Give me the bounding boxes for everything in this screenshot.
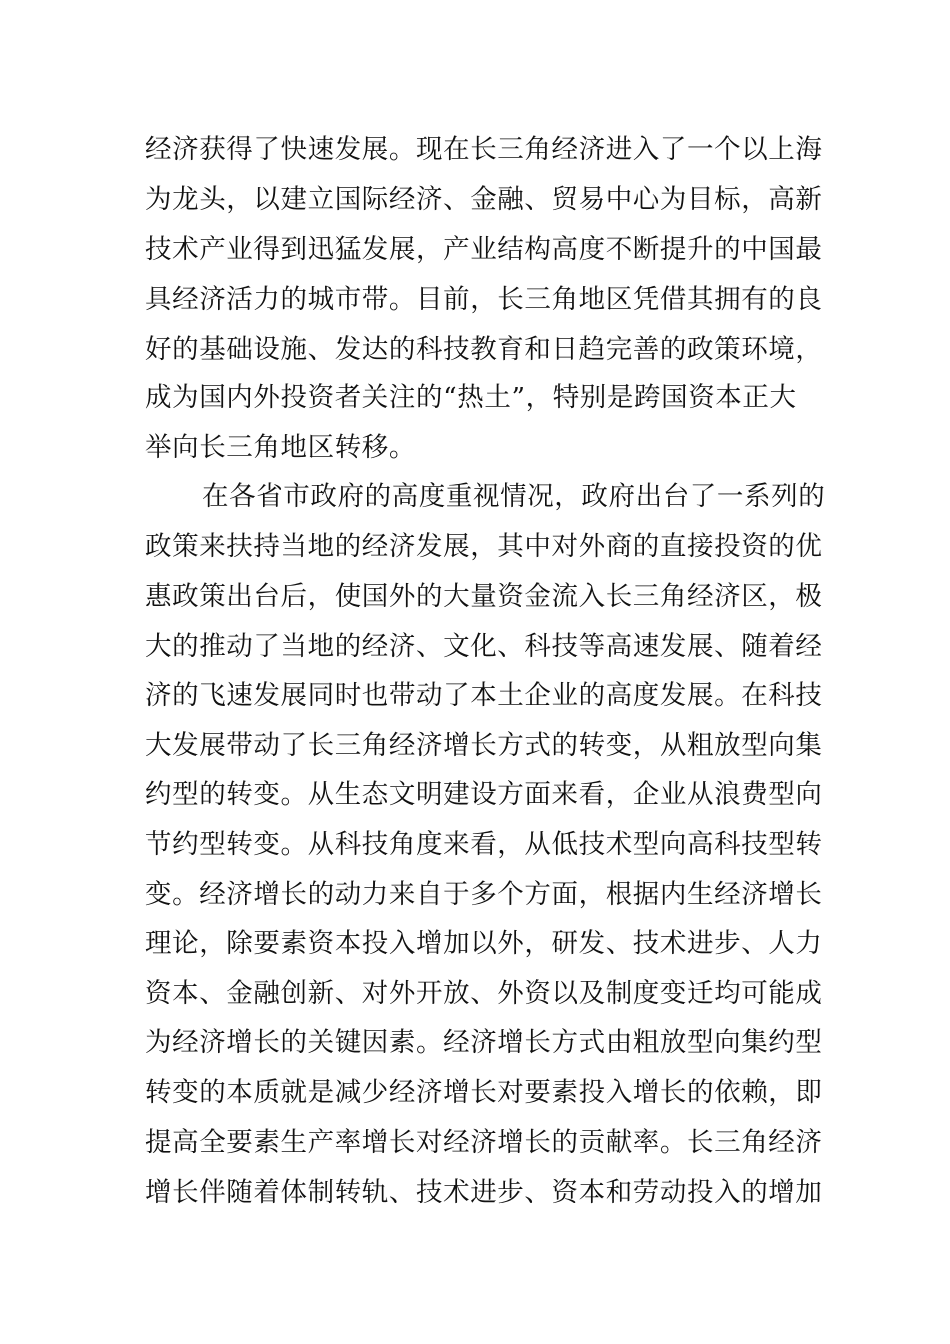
paragraph-1-line-3: 技术产业得到迅猛发展，产业结构高度不断提升的中国最 — [145, 234, 823, 265]
paragraph-2-line-1: 在各省市政府的高度重视情况，政府出台了一系列的 — [202, 481, 826, 512]
paragraph-1-line-5: 好的基础设施、发达的科技教育和日趋完善的政策环境， — [145, 334, 823, 365]
paragraph-2-line-10: 理论，除要素资本投入增加以外，研发、技术进步、人力 — [145, 928, 823, 959]
paragraph-1-line-2: 为龙头，以建立国际经济、金融、贸易中心为目标，高新 — [145, 184, 823, 215]
paragraph-1-line-4: 具经济活力的城市带。目前，长三角地区凭借其拥有的良 — [145, 284, 823, 315]
paragraph-2-line-11: 资本、金融创新、对外开放、外资以及制度变迁均可能成 — [145, 978, 823, 1009]
paragraph-1-line-7: 举向长三角地区转移。 — [145, 432, 416, 463]
paragraph-1-line-1: 经济获得了快速发展。现在长三角经济进入了一个以上海 — [145, 134, 823, 165]
paragraph-2-line-3: 惠政策出台后，使国外的大量资金流入长三角经济区，极 — [145, 581, 823, 612]
paragraph-2-line-2: 政策来扶持当地的经济发展，其中对外商的直接投资的优 — [145, 531, 823, 562]
paragraph-2-line-7: 约型的转变。从生态文明建设方面来看，企业从浪费型向 — [145, 779, 823, 810]
paragraph-1-line-6: 成为国内外投资者关注的“热土”，特别是跨国资本正大 — [145, 382, 797, 413]
paragraph-2-line-9: 变。经济增长的动力来自于多个方面，根据内生经济增长 — [145, 879, 823, 910]
paragraph-2-line-6: 大发展带动了长三角经济增长方式的转变，从粗放型向集 — [145, 730, 823, 761]
paragraph-2-line-5: 济的飞速发展同时也带动了本土企业的高度发展。在科技 — [145, 680, 823, 711]
paragraph-2-line-4: 大的推动了当地的经济、文化、科技等高速发展、随着经 — [145, 631, 823, 662]
paragraph-2-line-13: 转变的本质就是减少经济增长对要素投入增长的依赖，即 — [145, 1077, 823, 1108]
paragraph-2-line-8: 节约型转变。从科技角度来看，从低技术型向高科技型转 — [145, 829, 823, 860]
paragraph-2-line-15: 增长伴随着体制转轨、技术进步、资本和劳动投入的增加 — [145, 1177, 823, 1208]
paragraph-2-line-12: 为经济增长的关键因素。经济增长方式由粗放型向集约型 — [145, 1027, 823, 1058]
paragraph-2-line-14: 提高全要素生产率增长对经济增长的贡献率。长三角经济 — [145, 1127, 823, 1158]
